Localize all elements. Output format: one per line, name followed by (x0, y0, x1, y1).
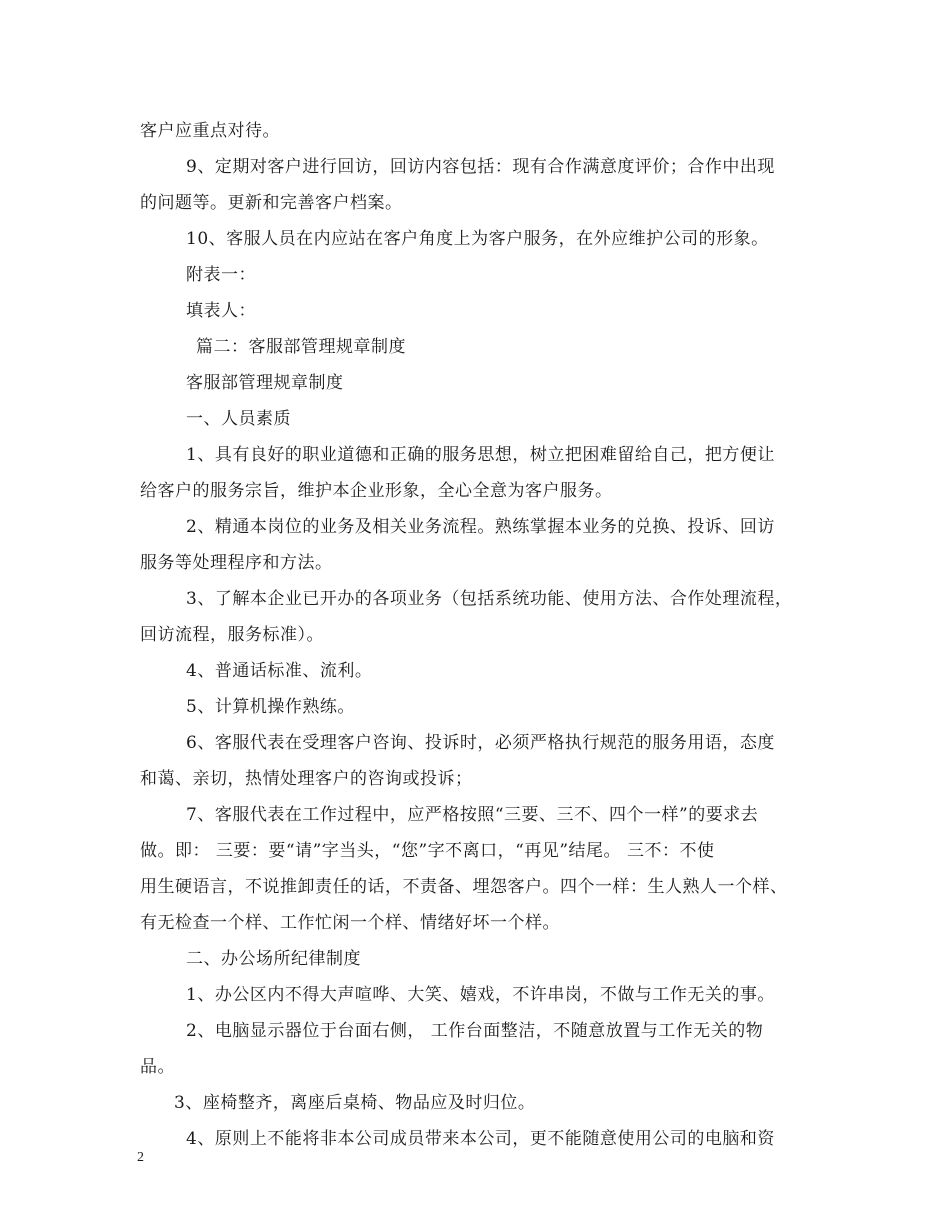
document-title: 客服部管理规章制度 (186, 373, 344, 393)
text-line: 10、客服人员在内应站在客户角度上为客户服务，在外应维护公司的形象。 (186, 229, 769, 249)
text-line: 附表一： (186, 265, 256, 285)
text-line: 客户应重点对待。 (140, 121, 280, 141)
text-line: 3、了解本企业已开办的各项业务（包括系统功能、使用方法、合作处理流程， (186, 589, 793, 609)
text-line: 6、客服代表在受理客户咨询、投诉时，必须严格执行规范的服务用语，态度 (186, 733, 775, 753)
text-line: 有无检查一个样、工作忙闲一个样、情绪好坏一个样。 (140, 913, 560, 933)
text-line: 5、计算机操作熟练。 (186, 697, 355, 717)
text-line: 用生硬语言，不说推卸责任的话，不责备、埋怨客户。四个一样：生人熟人一个样、 (140, 877, 788, 897)
text-line: 和蔼、亲切，热情处理客户的咨询或投诉； (140, 769, 473, 789)
text-line: 4、普通话标准、流利。 (186, 661, 373, 681)
text-line: 1、具有良好的职业道德和正确的服务思想，树立把困难留给自己，把方便让 (186, 445, 775, 465)
text-line: 2、精通本岗位的业务及相关业务流程。熟练掌握本业务的兑换、投诉、回访 (186, 517, 775, 537)
text-line: 4、原则上不能将非本公司成员带来本公司，更不能随意使用公司的电脑和资 (186, 1129, 775, 1149)
section-heading: 二、办公场所纪律制度 (186, 949, 361, 969)
text-line: 回访流程，服务标准）。 (140, 625, 324, 645)
text-line: 9、定期对客户进行回访，回访内容包括：现有合作满意度评价；合作中出现 (186, 157, 775, 177)
section-heading: 篇二：客服部管理规章制度 (196, 337, 406, 357)
text-line: 2、电脑显示器位于台面右侧， 工作台面整洁，不随意放置与工作无关的物 (186, 1021, 764, 1041)
text-line: 做。即： 三要：要“请”字当头，“您”字不离口，“再见”结尾。 三不：不使 (140, 841, 715, 861)
section-heading: 一、人员素质 (186, 409, 291, 429)
page-number: 2 (137, 1150, 144, 1165)
text-line: 服务等处理程序和方法。 (140, 553, 333, 573)
text-line: 给客户的服务宗旨，维护本企业形象，全心全意为客户服务。 (140, 481, 613, 501)
text-line: 7、客服代表在工作过程中，应严格按照“三要、三不、四个一样”的要求去 (186, 805, 759, 825)
text-line: 的问题等。更新和完善客户档案。 (140, 193, 403, 213)
text-line: 3、座椅整齐，离座后桌椅、物品应及时归位。 (174, 1093, 536, 1113)
text-line: 品。 (140, 1057, 175, 1077)
text-line: 填表人： (186, 301, 256, 321)
text-line: 1、办公区内不得大声喧哗、大笑、嬉戏，不许串岗，不做与工作无关的事。 (186, 985, 775, 1005)
